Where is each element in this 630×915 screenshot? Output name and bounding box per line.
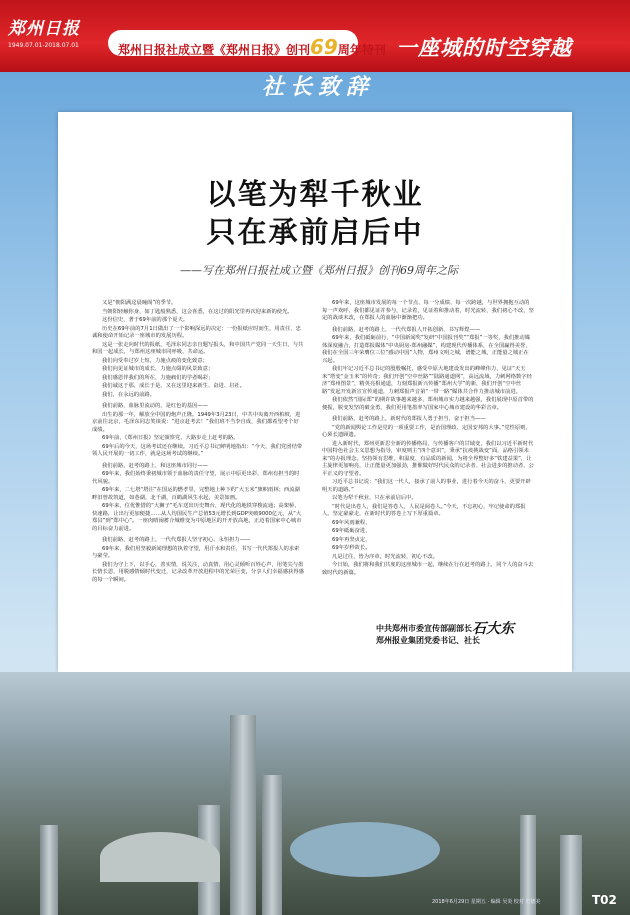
article-paragraph: 今日始，我们将和我们共度的这座城市一起，继续在行在赶考的路上，同个人的奋斗去致时代的新篇。 [322,562,534,576]
lake [290,822,440,877]
article-paragraph: 我们为守上下，以手心，善实情，说关注，动真情，用心灵倾听百姓心声，用笔尖与墨长情长恩，用脱感情倾时代变迁，记录改革开放进程中的光荣巨变，分享人们幸福感获得感的每一个瞬间。 [92,561,304,583]
anniversary-banner-text [118,35,386,59]
article-paragraph: 我们牢记习近平总书记的殷殷嘱托，感受中原大地建设发出的峰峰伟力，见证“天玉米”塔变“金玉米”的传奇；我们开创“空中丝路”“陆路通道网”，高远流域，力刺网络数字经济“郑州图景”，精英亮相通道，力刻郑报新兴传播“郑州大学”的新，我们开创“空中丝路”发起开发新宣宣传通道，力刺郑报声音第“一带一路”媒体共合作力推动城市前进。 [322,366,532,395]
skyscraper [40,825,58,915]
city-skyline-photo [0,672,630,915]
article-paragraph: “时代是出卷人，我们是答卷人，人民是阅卷人。”今天，不忘初心，牢记使命的郑报人，坚定豪豪走，在新时代的答卷上写下厚重篇章。 [322,503,526,517]
page-number: T02 [592,893,617,907]
article-paragraph: 我们感恩伴我们的所在，力施痛们的学者喝彩； [102,374,214,381]
article-paragraph: 69年来，位优惟惜的“大狮子”毛车送出历史舞台，现代化的地铁穿梭流通；高架桥、快速路，让出行更加便捷……从人均国民生产总值53元增长到GDP突破9000亿元，从“大郑县”到“郑中心”。一座肉晴闹蓄介城维变为中原地区的开开放高地，正迈着国家中心城市的目标奋力前进。 [92,503,302,532]
article-paragraph: 69年来，我们用坚毅新闻理想的执着守望，用汗水和责任，书写一代代郑报人的求索与豪莹。 [92,545,300,559]
article-paragraph: 又是“朝阳满迳晨瞳阁”的季节。 [102,300,177,306]
article-paragraph: 69年来，二七塔“塔注”在国运的燃孝里，完整地上种下约“大玉米”旗帜雨林；西流湖畔旧曾故筑道，如巷湖，北千湖，百鹤湖风生水起，美景如画。 [92,487,300,501]
article-subtitle: ——写在郑州日报社成立暨《郑州日报》创刊69周年之际 [180,264,458,277]
article-paragraph: 69年风雨兼程， [332,519,371,526]
footer-date-line: 2018年6月29日 星期五 · 编辑 吴炎 校对 史德美 [432,899,541,905]
article-paragraph: 69年来，我们始终秉初城市领于血脉的责任守望，展示中原更出彩、郑州有担当的时代风貌。 [92,471,300,485]
article-paragraph: “党的新闻舆论工作是党的一项重要工作，是治国理政、定国安邦的大事。”党性原则，心须长遗顾遗。 [322,424,531,438]
article-paragraph: 我们前路，赶考的路上，和这座城市同行—— [102,462,208,469]
signature-organization [376,623,480,647]
article-paragraph: 我们向见证城市的成长，力施点缀的风景致意； [102,366,214,372]
article-paragraph: 历史在69年前的7月1日做出了一个影响深远的决定：一份报纸应时而生，用责任、忠诚和使命开始记录一座城市的发展历程。 [92,325,301,339]
article-paragraph: 我们，在永远的前路。 [102,391,155,398]
article-paragraph: 我们依然“国际郑”的期许故事越来越多，郑州城市实力越来越强，我们展现中原首带的便振，脱变发坚的破金勇，我们更用笔墨率写国家中心城市建设的华彩音章。 [322,397,534,411]
article-left-column [92,300,304,585]
article-paragraph: 我们前路，赶考的路上，新时代的郑报人勇于担当，奋于担当—— [332,416,486,422]
article-paragraph: 我们前路，血脉里流动的，是红色的基因—— [102,403,208,409]
signature-name: 石大东 [472,621,514,637]
article-paragraph: 69年来，我们砥砺前行，“中国新闻奖”发研“中国报刊奖”“郑报”一等奖，我们推动媒体深度融合，打造郑报媒体“中央厨房-郑州融媒”，构建现代传播体系，在全国赢得美誉，我们在全国三年荣膺位三位“感动中国”人物，郑州文明之城，谱能之城，正能量之城正在兴起。 [322,335,531,364]
article-right-column [322,300,534,578]
article-paragraph: 这是一张走向时代的报纸，毛泽东同志亲自题写报头，和中国共产党同一天生日，与共和国一起成长，与郑州这座城市同呼吸、共命运。 [92,341,304,355]
masthead [0,0,630,72]
banner-suffix: 周年特刊 [337,43,386,57]
article-paragraph: 69年来，这座城市发展的每一个节点、每一分成绩、每一次跨越，与世界拥抱互动的每一声欢呼，我们都见证并参与，记录着，见证着和推动着，时光流转，我们初心不改，坚定的战谈末改，在郑报人的血脉中渐渐把功。 [322,300,534,321]
article-paragraph: 凡是过往，皆为序章。时光流转，初心不改。 [332,553,438,560]
section-title: 社长致辞 [262,74,375,100]
article-paragraph: 当朝阳轻触你身，如丁匙般熟悉，这会喜悉，在这过的阳光里再次迎来新的使光。 [102,308,293,315]
article-paragraph: 我们向受奉过岁上短，力施点痕的变化致意； [102,357,208,364]
signature-org-line2: 郑州报业集团党委书记、社长 [376,636,480,645]
article-paragraph: 69年再坚贞定， [332,536,371,543]
conference-center [100,832,220,882]
article-paragraph: 这份信史，著于69年前的那个夏天。 [102,317,189,323]
article-title-line1: 以笔为犁千秋业 [206,177,424,211]
skyscraper [230,715,256,915]
article-paragraph: 进入新时代，郑州更新思全新的传播格局，与传播客户的甘域变，我们以习近平新时代中国特色社会主义思想为指导，审度则主“四个意识”，秉承“抗疫挑战变”面，品格引领未来“的办报理念，坚持领有思维，积温度、有品质的新闻，为将全界整好多“铁建益果”，让主旋律更加响亮，让正能量更加强劲，推催做好时代民众的记录者、社会进步的推动者、公平正义的守望者。 [322,440,534,477]
article-paragraph: 我们前路，赶考的路上，一代代郑报人开拓创新、书写辉煌—— [332,326,481,333]
article-paragraph: 69年前，《郑州日报》坚定颁察党、大路步走上赶考的路。 [102,435,239,441]
article-paragraph: 69年岁秒故长。 [332,545,371,551]
article-paragraph: 习近平总书记说：“我们这一代人，接承了前人的事业，进行着今天的奋斗，更要开辟明天的道路。” [322,479,531,493]
banner-prefix: 郑州日报社成立暨《郑州日报》创刊 [118,43,311,57]
skyscraper [560,835,582,915]
calligraphy-slogan: 一座城的时空穿越 [396,35,572,60]
article-paragraph: 以笔为犁千秋业，只在承前启后中。 [332,495,417,501]
article-title-line2: 只在承前启后中 [206,215,424,249]
article-paragraph: 我们前路，赶考的路上，一代代郑报人坚守初心、永恒担力—— [102,537,251,543]
logo-dates: 1949.07.01-2018.07.01 [8,42,79,49]
article-paragraph: 69年砥砺奋进， [332,528,371,534]
article-paragraph: 我们诚这于那，成长于是，又在这里迎来新生、奋进、启社。 [102,383,246,389]
article-paragraph: 出生的那一年，解放全中国的炮声正隆。1949年3月23日，中共中央离开西柏坡，进京前往北京，毛泽东同志笑谈说：“进京赶考去！”我们班不当李自成，我们都希望考个好成绩。 [92,411,301,433]
newspaper-logo: 郑州日报 [8,19,80,39]
article-paragraph: 69年后的今天，这场考试还在继续。习近平总书记鲜明地指出：“今天，我们党团结带领人民开展的一切工作，就是这场考试的继续。” [92,443,303,457]
skyscraper [262,775,282,915]
signature-org-line1: 中共郑州市委宣传部副部长 [376,624,472,633]
banner-number: 69 [310,35,338,59]
